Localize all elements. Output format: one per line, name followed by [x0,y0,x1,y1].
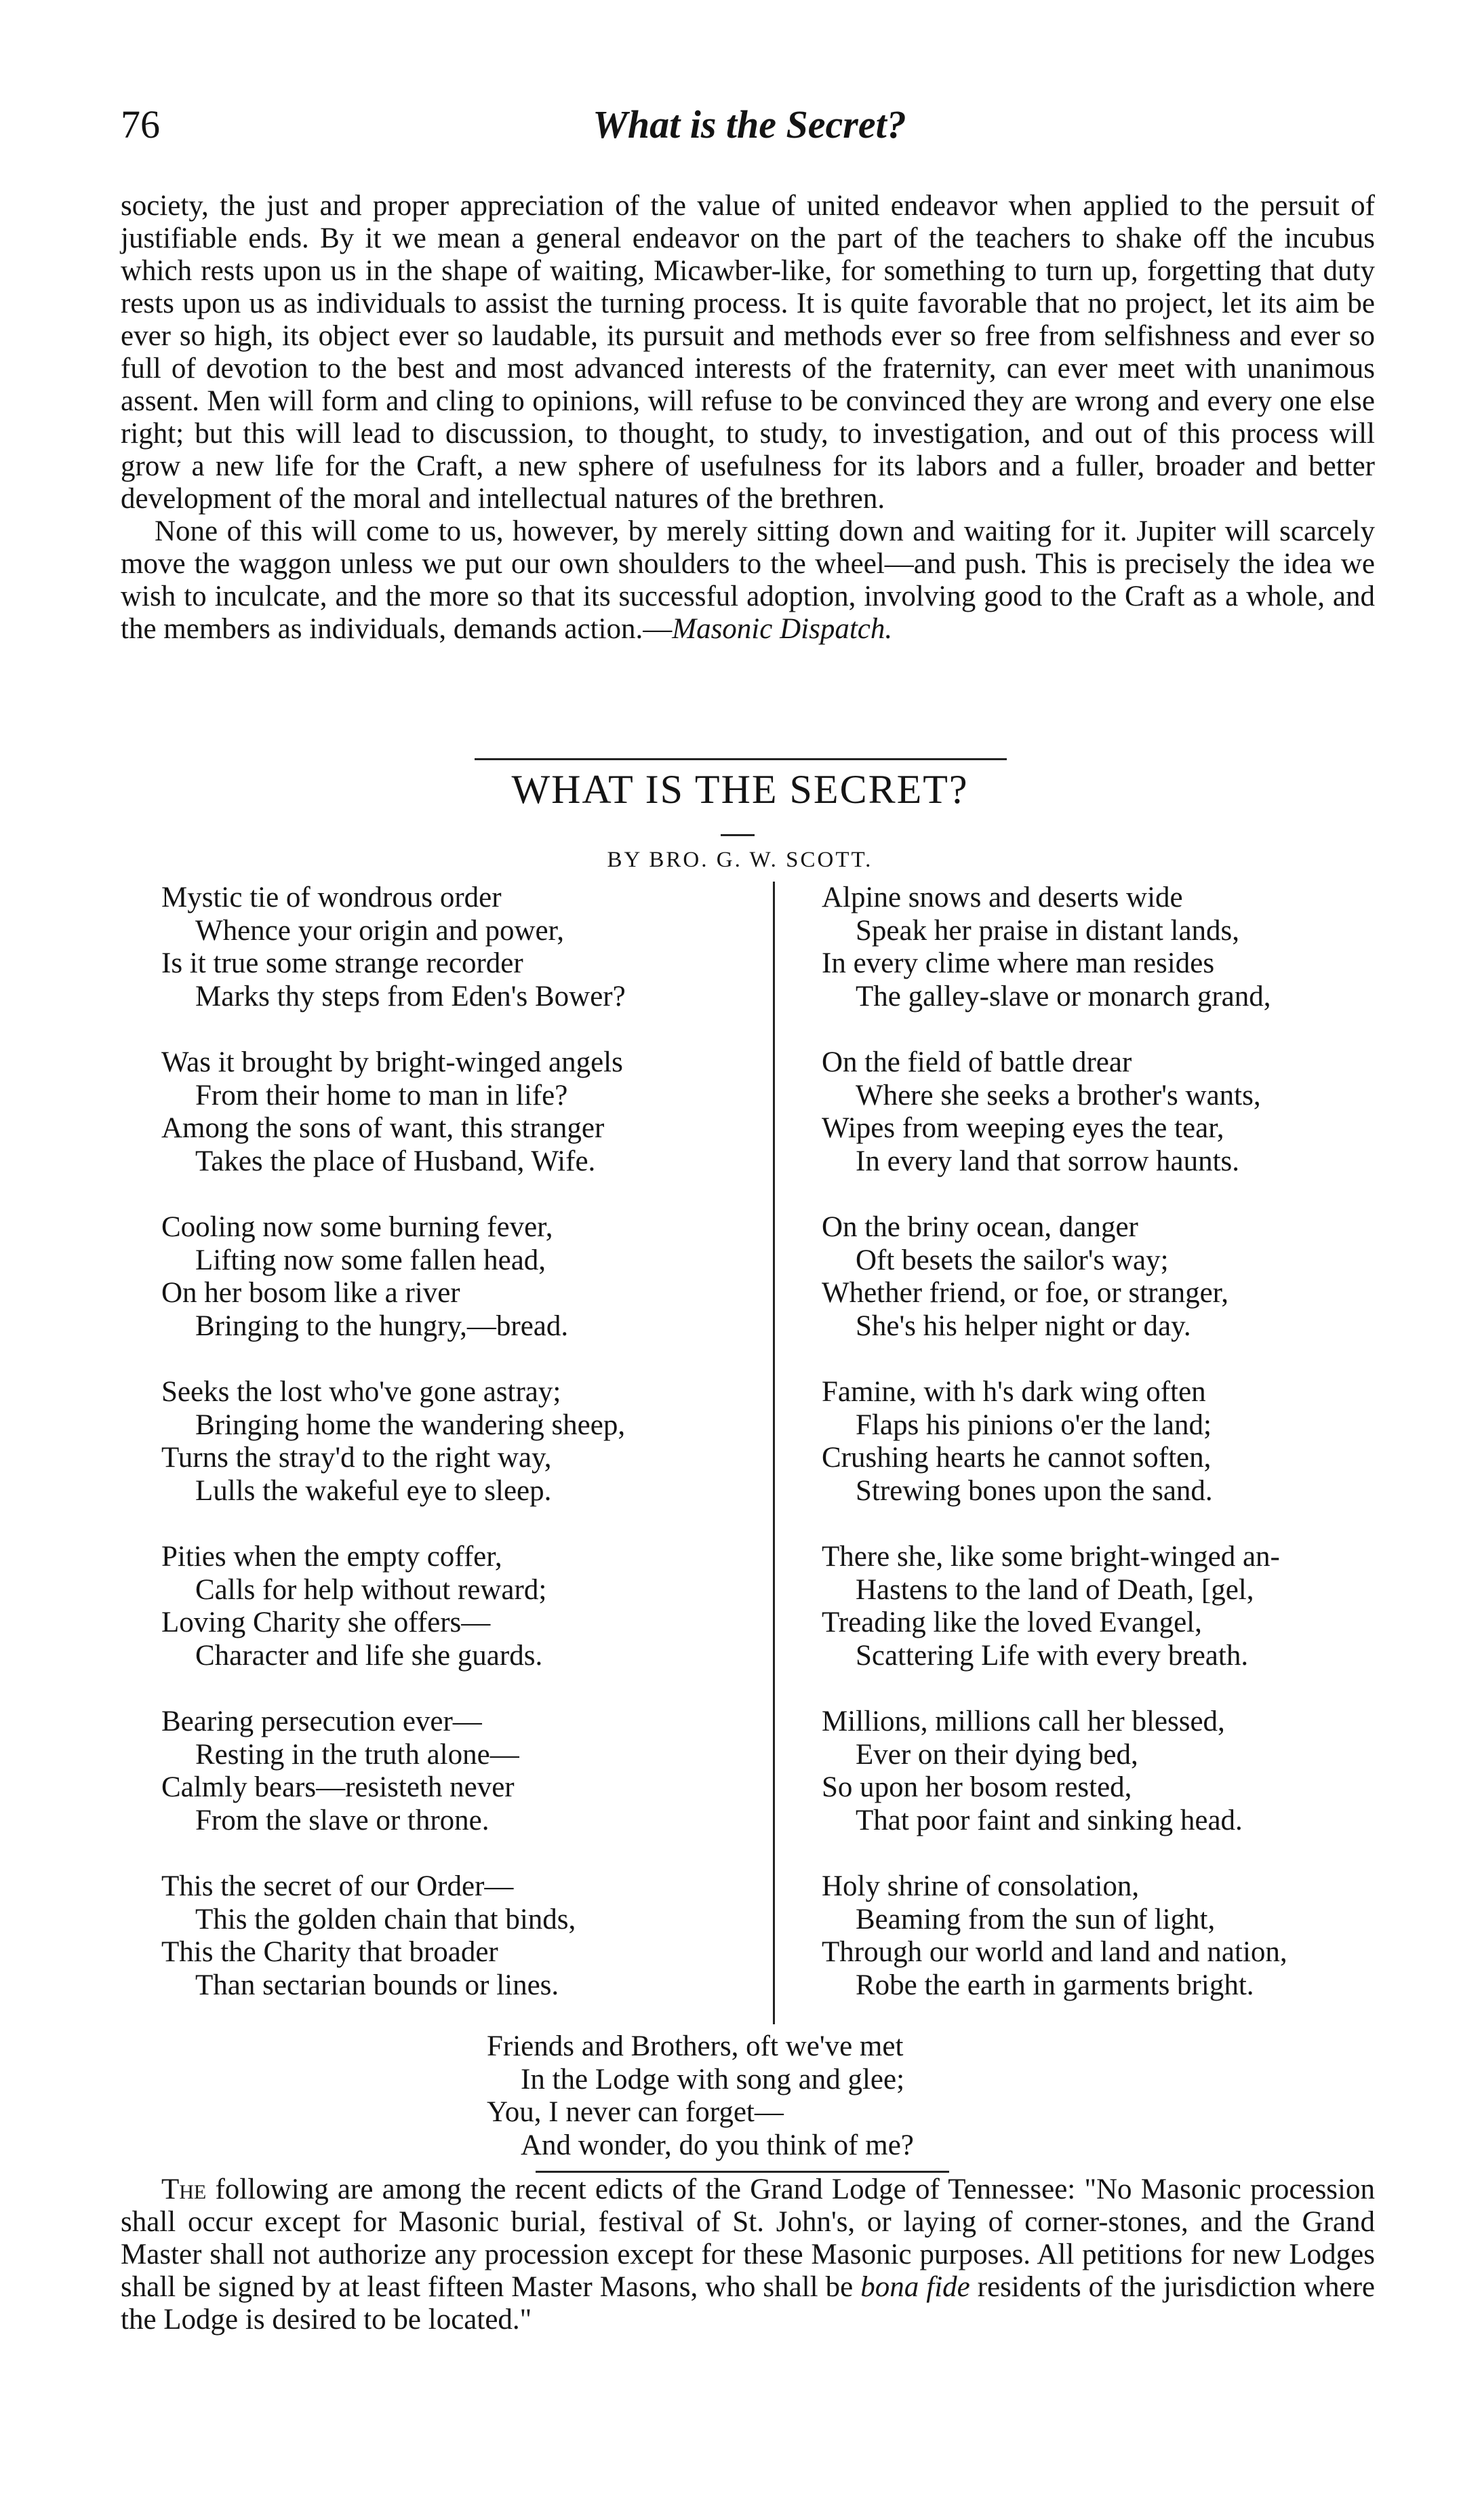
poem-stanza [161,1541,626,1672]
article-paragraph-text: None of this will come to us, however, by merely sitting down and waiting for it. Jupiter will scarcely move the waggon unless we put our own shoulders to the wheel—and push. This is precisely the idea we wish to inculcate, and the more so that its successful adoption, involving good to the Craft as a whole, and the members as individuals, demands action.— [121,515,1375,645]
poem-line: In the Lodge with song and glee; [521,2063,905,2095]
poem-line: That poor faint and sinking head. [856,1804,1243,1836]
poem-stanza [822,1046,1287,1178]
poem-line: Robe the earth in garments bright. [856,1969,1254,2001]
poem-line: Cooling now some burning fever, [161,1211,553,1243]
poem-closing-stanza [487,2030,914,2162]
poem-right-column [822,882,1287,2035]
poem-line: Treading like the loved Evangel, [822,1607,1202,1638]
poem-line: Mystic tie of wondrous order [161,882,502,913]
article-paragraph: society, the just and proper appreciation of the value of united endeavor when applied to the persuit of justifiable ends. By it we mean a general endeavor on the part of the teachers to shake off the incubus which rests upon us in the shape of waiting, Micawber-like, for something to turn up, forgetting that duty rests upon us as individuals to assist the turning process. It is quite favorable that no project, let its aim be ever so high, its object ever so laudable, its pursuit and methods ever so free from selfishness and ever so full of devotion to the best and most advanced interests of the fraternity, can ever meet with unanimous assent. Men will form and cling to opinions, will refuse to be convinced they are wrong and every one else right; but this will lead to discussion, to thought, to study, to investigation, and out of this process will grow a new life for the Craft, a new sphere of usefulness for its labors and a fuller, broader and better development of the moral and intellectual natures of the brethren. [121,190,1375,515]
poem-line: On her bosom like a river [161,1277,460,1309]
poem-line: Lifting now some fallen head, [195,1244,546,1276]
section-divider [536,2171,949,2173]
poem-line: This the secret of our Order— [161,1870,514,1902]
poem-line: This the Charity that broader [161,1936,498,1968]
poem-line: Scattering Life with every breath. [856,1639,1249,1672]
poem-line: Through our world and land and nation, [822,1936,1287,1968]
poem-stanza [822,1870,1287,2002]
poem-line: Marks thy steps from Eden's Bower? [195,980,626,1012]
column-divider [773,882,775,2024]
edict-latin-phrase: bona fide [860,2271,970,2303]
poem-line: Turns the stray'd to the right way, [161,1442,552,1474]
poem-line: Lulls the wakeful eye to sleep. [195,1474,552,1507]
edict-text: residents of the jurisdiction where the Lodge is desired to be located." [121,2271,1375,2336]
poem-stanza [161,1046,626,1178]
poem-left-column [161,882,626,2035]
poem-line: Resting in the truth alone— [195,1738,519,1771]
section-divider [475,758,1007,760]
poem-line: In every clime where man resides [822,947,1215,979]
article-body [121,190,1375,646]
poem-line: Speak her praise in distant lands, [856,914,1240,947]
poem-line: On the briny ocean, danger [822,1211,1138,1243]
poem-line: Hastens to the land of Death, [gel, [856,1573,1254,1606]
poem-line: And wonder, do you think of me? [521,2129,914,2161]
poem-line: Wipes from weeping eyes the tear, [822,1112,1224,1144]
poem-stanza [161,1706,626,1837]
poem-line: Millions, millions call her blessed, [822,1706,1225,1737]
poem-line: Flaps his pinions o'er the land; [856,1409,1212,1441]
poem-line: Is it true some strange recorder [161,947,523,979]
poem-line: Famine, with h's dark wing often [822,1376,1206,1408]
poem-stanza [161,882,626,1013]
running-title: What is the Secret? [593,102,906,146]
poem-line: Takes the place of Husband, Wife. [195,1145,596,1177]
poem-line: There she, like some bright-winged an- [822,1541,1280,1573]
edict-text: following are among the recent edicts of the Grand Lodge of Tennessee: "No Masonic procession shall occur except for Masonic burial, festival of St. John's, or laying of corner-stones, and the Grand Master shall not authorize any procession except for these Masonic purposes. All petitions for new Lodges shall be signed by at least fifteen Master Masons, who shall be [121,2173,1375,2303]
poem-line: Whence your origin and power, [195,914,564,947]
poem-stanza [161,1376,626,1508]
poem-byline: BY BRO. G. W. SCOTT. [607,848,873,872]
edict-notice [121,2173,1375,2336]
poem-line: Bringing home the wandering sheep, [195,1409,626,1441]
poem-line: Beaming from the sun of light, [856,1903,1216,1935]
poem-line: Bringing to the hungry,—bread. [195,1310,569,1342]
poem-line: The galley-slave or monarch grand, [856,980,1271,1012]
edict-lead-word: The [161,2173,207,2205]
poem-line: In every land that sorrow haunts. [856,1145,1240,1177]
poem-line: Alpine snows and deserts wide [822,882,1183,913]
poem-stanza [822,882,1287,1013]
poem-stanza [161,1211,626,1343]
poem-line: From their home to man in life? [195,1079,568,1111]
poem-line: Holy shrine of consolation, [822,1870,1140,1902]
poem-stanza [822,1706,1287,1837]
poem-line: Crushing hearts he cannot soften, [822,1442,1212,1474]
poem-line: Calmly bears—resisteth never [161,1771,515,1803]
poem-stanza [161,1870,626,2002]
poem-line: Character and life she guards. [195,1639,543,1672]
edict-paragraph [121,2173,1375,2336]
poem-line: Loving Charity she offers— [161,1607,491,1638]
title-rule [721,834,755,836]
poem-line: Than sectarian bounds or lines. [195,1969,559,2001]
poem-line: Pities when the empty coffer, [161,1541,502,1573]
poem-line: Where she seeks a brother's wants, [856,1079,1261,1111]
poem-line: On the field of battle drear [822,1046,1132,1078]
poem-line: From the slave or throne. [195,1804,489,1836]
poem-line: Calls for help without reward; [195,1573,547,1606]
poem-line: Ever on their dying bed, [856,1738,1138,1771]
poem-line: This the golden chain that binds, [195,1903,576,1935]
poem-stanza [822,1376,1287,1508]
poem-line: She's his helper night or day. [856,1310,1191,1342]
poem-line: Seeks the lost who've gone astray; [161,1376,561,1408]
poem-line: So upon her bosom rested, [822,1771,1132,1803]
article-source: Masonic Dispatch. [672,613,893,645]
poem-line: Friends and Brothers, oft we've met [487,2030,904,2062]
article-paragraph [121,515,1375,646]
poem-title: WHAT IS THE SECRET? [511,767,969,812]
page-header [121,102,1378,156]
poem-line: Was it brought by bright-winged angels [161,1046,623,1078]
poem-line: Whether friend, or foe, or stranger, [822,1277,1229,1309]
poem-line: Bearing persecution ever— [161,1706,482,1737]
poem-line: Among the sons of want, this stranger [161,1112,605,1144]
page-number: 76 [121,102,160,146]
poem-line: You, I never can forget— [487,2096,784,2128]
poem-stanza [822,1211,1287,1343]
poem-stanza [822,1541,1287,1672]
poem-line: Strewing bones upon the sand. [856,1474,1213,1507]
poem-line: Oft besets the sailor's way; [856,1244,1169,1276]
